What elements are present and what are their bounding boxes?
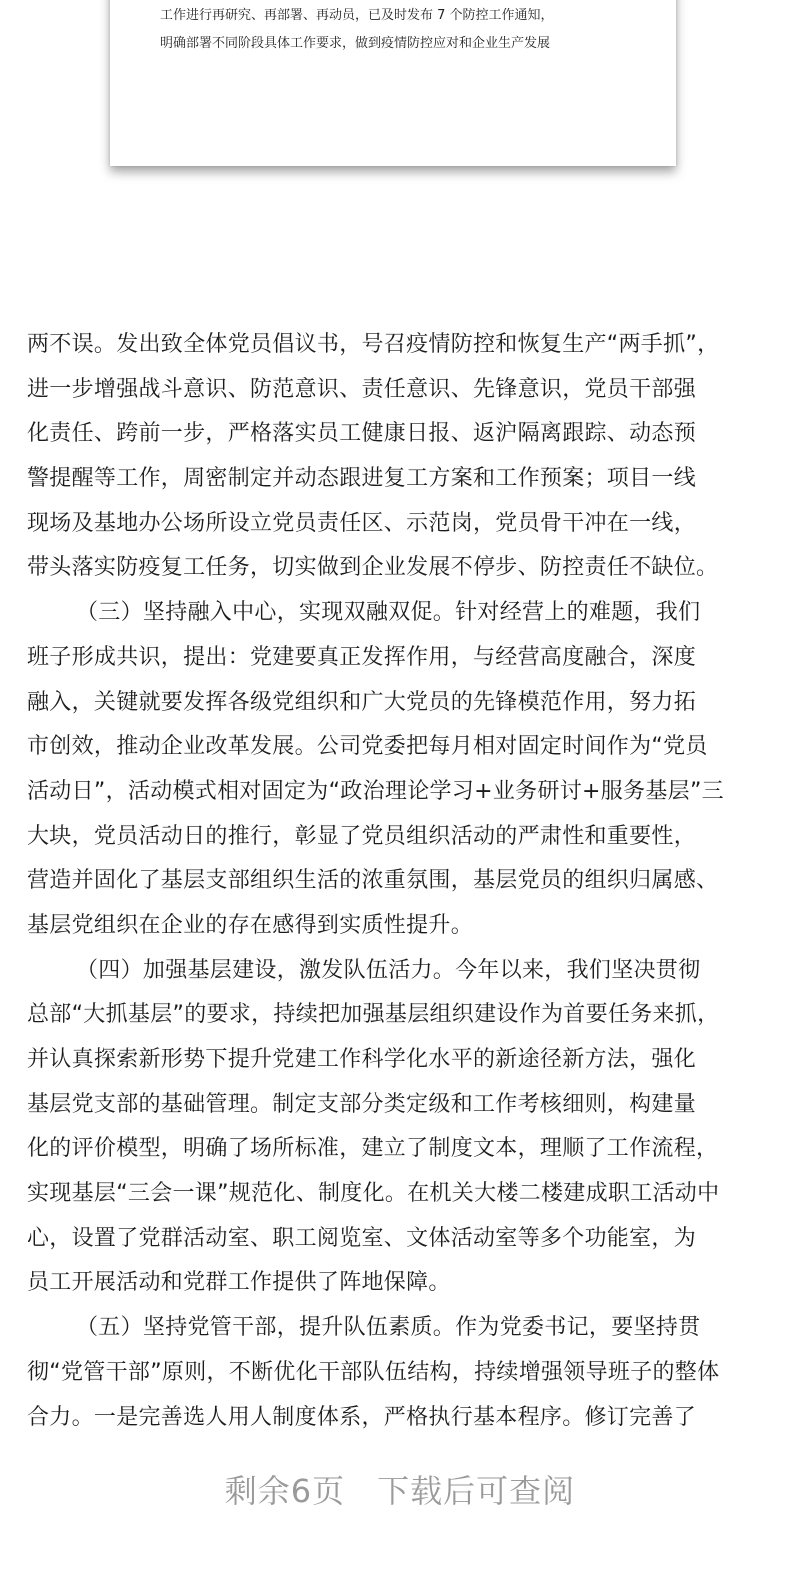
card-text-line: 工作进行再研究、再部署、再动员，已及时发布 7 个防控工作通知， [160,8,554,23]
body-line: 基层党组织在企业的存在感得到实质性提升。 [27,912,474,938]
remaining-pages-label: 剩余6页 [224,1472,346,1510]
body-line: 基层党支部的基础管理。制定支部分类定级和工作考核细则，构建量 [27,1091,697,1117]
body-line: 市创效，推动企业改革发展。公司党委把每月相对固定时间作为“党员 [27,734,708,760]
body-line: 活动日”，活动模式相对固定为“政治理论学习+业务研讨+服务基层”三 [27,778,724,804]
body-line: 合力。一是完善选人用人制度体系，严格执行基本程序。修订完善了 [27,1404,697,1430]
body-line: 心，设置了党群活动室、职工阅览室、文体活动室等多个功能室，为 [27,1225,697,1251]
body-line: 并认真探索新形势下提升党建工作科学化水平的新途径新方法，强化 [27,1047,697,1072]
body-line: 融入，关键就要发挥各级党组织和广大党员的先锋模范作用，努力拓 [27,689,697,715]
body-line: 彻“党管干部”原则，不断优化干部队伍结构，持续增强领导班子的整体 [27,1359,720,1385]
body-line: 化的评价模型，明确了场所标准，建立了制度文本，理顺了工作流程， [27,1136,719,1162]
section-heading-line: （三）坚持融入中心，实现双融双促。针对经营上的难题，我们 [76,600,701,626]
card-text-line: 明确部署不同阶段具体工作要求，做到疫情防控应对和企业生产发展 [160,36,551,51]
body-line: 进一步增强战斗意识、防范意识、责任意识、先锋意识，党员干部强 [27,376,697,402]
body-line: 两不误。发出致全体党员倡议书，号召疫情防控和恢复生产“两手抓”， [27,332,720,357]
body-line: 总部“大抓基层”的要求，持续把加强基层组织建设作为首要任务来抓， [27,1002,720,1028]
body-line: 班子形成共识，提出：党建要真正发挥作用，与经营高度融合，深度 [27,644,697,670]
body-line: 大块，党员活动日的推行，彰显了党员组织活动的严肃性和重要性， [27,823,697,849]
document-body [27,323,773,1440]
download-to-view-label: 下载后可查阅 [377,1472,576,1510]
body-line: 现场及基地办公场所设立党员责任区、示范岗，党员骨干冲在一线， [27,510,697,536]
document-preview-card [110,0,676,166]
body-line: 化责任、跨前一步，严格落实员工健康日报、返沪隔离跟踪、动态预 [27,421,697,447]
section-heading-line: （四）加强基层建设，激发队伍活力。今年以来，我们坚决贯彻 [76,957,701,983]
body-line: 实现基层“三会一课”规范化、制度化。在机关大楼二楼建成职工活动中 [27,1181,720,1207]
body-line: 带头落实防疫复工任务，切实做到企业发展不停步、防控责任不缺位。 [27,555,719,581]
body-line: 营造并固化了基层支部组织生活的浓重氛围，基层党员的组织归属感、 [27,868,719,894]
body-line: 警提醒等工作，周密制定并动态跟进复工方案和工作预案；项目一线 [27,466,697,492]
download-prompt[interactable] [0,1466,800,1512]
body-line: 员工开展活动和党群工作提供了阵地保障。 [27,1270,451,1296]
section-heading-line: （五）坚持党管干部，提升队伍素质。作为党委书记，要坚持贯 [76,1315,701,1341]
